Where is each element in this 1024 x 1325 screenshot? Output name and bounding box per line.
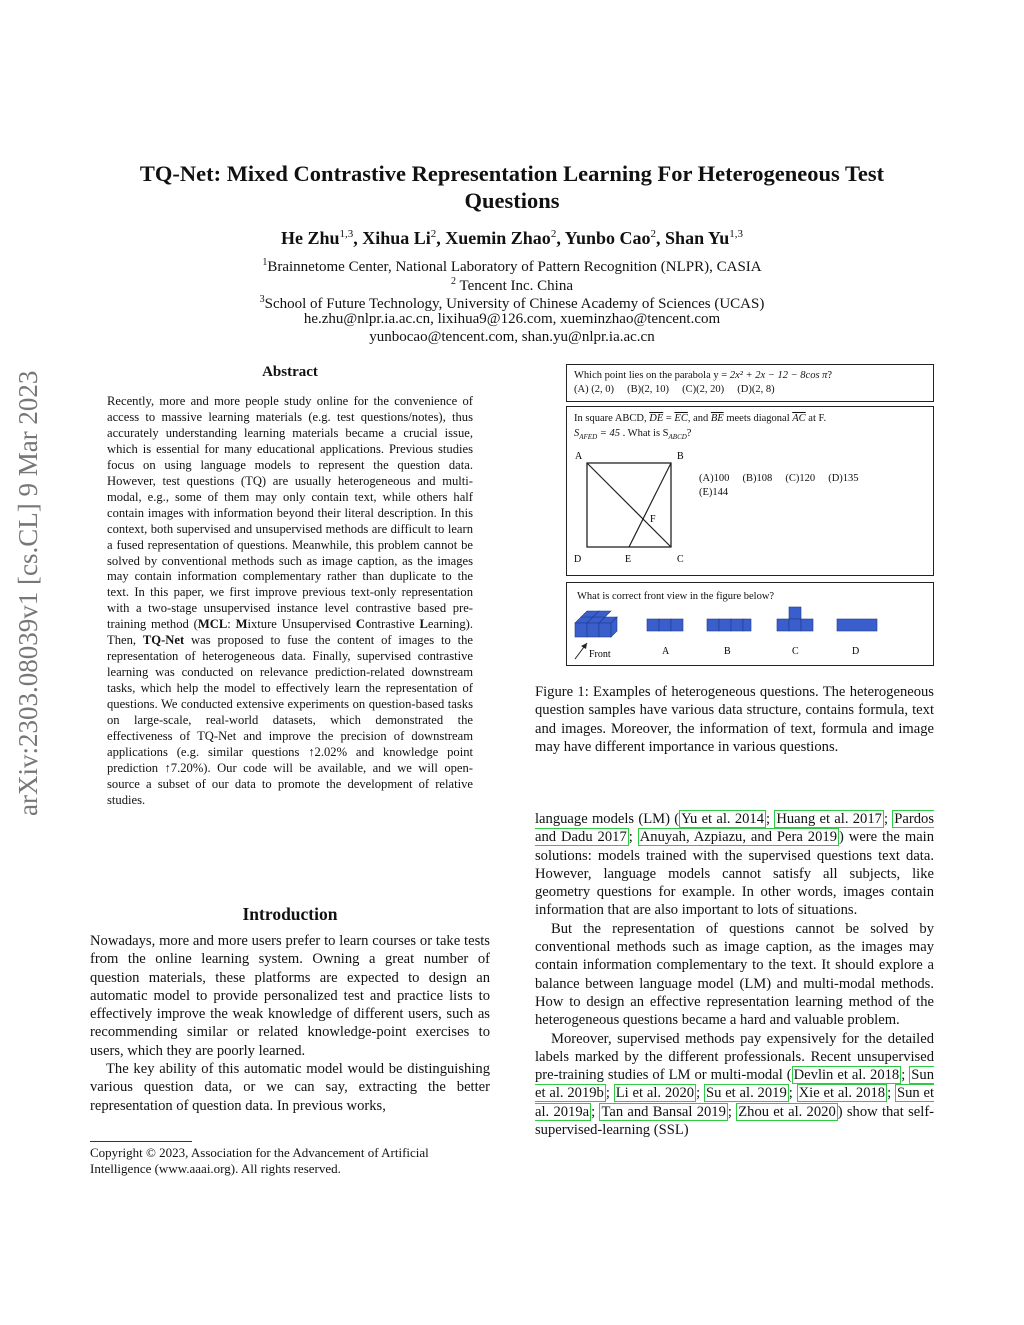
- introduction-heading: Introduction: [242, 904, 338, 924]
- front-arrow-head: [581, 643, 587, 649]
- cube-stack: [575, 611, 617, 637]
- copyright-notice: Copyright © 2023, Association for the Advancement of Artificial Intelligence (www.aaai.org). All rights reserved.: [90, 1145, 429, 1176]
- option-a-view: [647, 619, 683, 631]
- label-f: F: [650, 514, 656, 525]
- intro-paragraph-1: Nowadays, more and more users prefer to learn courses or take tests from the online learning system. Owning a great number of question materials, these platforms are expected to design an automatic model to provide personalized test and practice lists to effectively improve the weak knowledge of different users, such as recommending similar or related knowledge-point exercises to users, which they are poorly learned.: [90, 933, 490, 1059]
- citation-link[interactable]: Pardos and Dadu 2017: [535, 811, 935, 846]
- right-paragraph-2: But the representation of questions cannot be solved by conventional methods such as image caption, as the images may contain information complementary to the text. It should explore a balance between language model (LM) and multi-modal methods. How to design an effective representation learning method of the heterogeneous questions became a hard and valuable problem.: [535, 920, 934, 1029]
- figure-question-2: [566, 406, 934, 576]
- label-a: A: [575, 451, 583, 462]
- abstract-body: Recently, more and more people study online for the convenience of access to massive learning materials (e.g. test questions/notes), thus accurately understanding learning materials became a crucial issue, which is essential for many educational applications. Previous studies focus on using language models to represent the question data. However, test questions (TQ) are usually heterogeneous and multi-modal, e.g., some of them may only contain text, while others half contain images with information beyond their literal description. In this context, both supervised and unsupervised methods are difficult to learn a fused representation of questions. Meanwhile, this problem cannot be solved by conventional methods such as image caption, as the images may contain information complementary rather than duplicate to the text. In this paper, we first improve previous text-only representation with a two-stage unsupervised instance level contrastive based pre-training method (MCL: Mixture Unsupervised Contrastive Learning). Then, TQ-Net was proposed to fuse the content of images to the representation of heterogeneous data. Finally, supervised contrastive learning was conducted on relevance prediction-related downstream tasks, which help the model to effectively learn the representation of questions. We conducted extensive experiments on question-based tasks on large-scale, real-world datasets, which demonstrated the effectiveness of TQ-Net and improve the precision of downstream applications (e.g. similar questions ↑2.02% and knowledge point prediction ↑7.20%). Our code will be available, and we will open-source a subset of our data to promote the development of relative studies.: [107, 394, 473, 807]
- right-paragraph-3: Moreover, supervised methods pay expensively for the detailed labels marked by the different professionals. Recent unsupervised pre-training studies of LM or multi-modal ( Devlin et al. 2018 ; Sun et al. 2019b ; Li et al. 2020 ; Su et al. 2019 ; Xie et al. 2018 ; Sun et al. 2019a ; Tan and Bansal 2019 ; Zhou et al. 2020 ) show that self-supervised-learning (SSL): [535, 1030, 935, 1139]
- affiliation-2: $^2$ Tencent Inc. China: [451, 275, 573, 294]
- figure-1-caption: Figure 1: Examples of heterogeneous questions. The heterogeneous question samples have various data structure, contains formula, text and images. Moreover, the information of text, formula and image may have different importance in various questions.: [535, 684, 934, 755]
- introduction-body: [90, 932, 490, 1115]
- citation-link[interactable]: Devlin et al. 2018: [793, 1067, 900, 1084]
- q1-stem: Which point lies on the parabola y = 2x² + 2x − 12 − 8cos π?: [574, 370, 833, 381]
- abstract-heading: Abstract: [262, 364, 318, 380]
- author: He Zhu$^{1,3}$,: [280, 228, 363, 248]
- option-d-view: [837, 619, 877, 631]
- arxiv-sidebar: arXiv:2303.08039v1 [cs.CL] 9 Mar 2023: [13, 370, 43, 816]
- q2-stem-line-1: In square ABCD, $\overline{DE} = \overline{EC}$, and $\overline{BE}$ meets diagonal $\overline{AC}$ at F.: [574, 413, 827, 424]
- author: Xihua Li$^2$,: [362, 228, 446, 248]
- citation-link[interactable]: Sun et al. 2019b: [535, 1067, 935, 1102]
- square-geometry-diagram: [567, 445, 697, 570]
- q3-stem: What is correct front view in the figure below?: [577, 591, 775, 602]
- right-paragraph-1: language models (LM) ( Yu et al. 2014 ; Huang et al. 2017 ; Pardos and Dadu 2017 ; Anuyah, Azpiazu, and Pera 2019 ) were the main solutions: models trained with the supervised questions text data. However, language models cannot satisfy all subjects, like geometry questions for example. In other words, images contain information that are also important to lots of situations.: [535, 811, 935, 919]
- emails-line-2: yunbocao@tencent.com, shan.yu@nlpr.ia.ac.cn: [369, 329, 655, 345]
- intro-paragraph-2: The key ability of this automatic model would be distinguishing various question data, or we can say, extracting the better representation of question data. In previous works,: [90, 1061, 490, 1114]
- affiliation-1: $^1$Brainnetome Center, National Laboratory of Pattern Recognition (NLPR), CASIA: [262, 257, 762, 275]
- author: Yunbo Cao$^2$,: [564, 228, 666, 248]
- affiliation-3: $^3$School of Future Technology, University of Chinese Academy of Sciences (UCAS): [259, 294, 765, 312]
- citation-link[interactable]: Zhou et al. 2020: [738, 1103, 836, 1120]
- citation-link[interactable]: Xie et al. 2018: [798, 1085, 886, 1102]
- citation-link[interactable]: Tan and Bansal 2019: [601, 1103, 726, 1120]
- citation-link[interactable]: Su et al. 2019: [705, 1085, 787, 1102]
- q2-options-line-2: (E)144: [699, 487, 729, 498]
- figure-question-3: [566, 582, 934, 666]
- citation-link[interactable]: Huang et al. 2017: [776, 811, 882, 827]
- title-line-2: Questions: [464, 188, 560, 213]
- option-c-view: [777, 607, 813, 631]
- q2-options-line-1: (A)100 (B)108 (C)120 (D)135: [699, 473, 859, 484]
- option-c-label: C: [792, 646, 799, 657]
- citation-link[interactable]: Li et al. 2020: [615, 1085, 695, 1102]
- option-a-label: A: [662, 646, 670, 657]
- citation-link[interactable]: Sun et al. 2019a: [535, 1085, 935, 1120]
- paper-title: [90, 160, 934, 214]
- q1-options: (A) (2, 0) (B)(2, 10) (C)(2, 20) (D)(2, 8): [574, 384, 775, 395]
- author: Shan Yu$^{1,3}$: [665, 228, 744, 248]
- title-line-1: TQ-Net: Mixed Contrastive Representation Learning For Heterogeneous Test: [139, 161, 885, 186]
- diagonal-ac: [587, 463, 671, 547]
- figure-question-1: [566, 364, 934, 402]
- citation-link[interactable]: Yu et al. 2014: [681, 811, 765, 827]
- label-d: D: [574, 554, 582, 565]
- q2-stem-line-2: $S_{AFED} = 45$ . What is $S_{ABCD}$?: [574, 428, 692, 442]
- label-e: E: [625, 554, 632, 565]
- right-column-body: [535, 810, 934, 1139]
- footnote-rule: [90, 1141, 192, 1142]
- segment-be: [629, 463, 671, 547]
- emails-line-1: he.zhu@nlpr.ia.ac.cn, lixihua9@126.com, xueminzhao@tencent.com: [303, 310, 721, 327]
- label-c: C: [677, 554, 684, 565]
- front-label: Front: [589, 649, 611, 660]
- option-b-label: B: [724, 646, 731, 657]
- citation-link[interactable]: Anuyah, Azpiazu, and Pera 2019: [639, 829, 837, 846]
- front-view-diagram: [567, 603, 933, 663]
- option-d-label: D: [852, 646, 860, 657]
- label-b: B: [677, 451, 684, 462]
- author: Xuemin Zhao$^2$,: [445, 228, 565, 248]
- author-list: [90, 228, 934, 249]
- option-b-view: [707, 619, 751, 631]
